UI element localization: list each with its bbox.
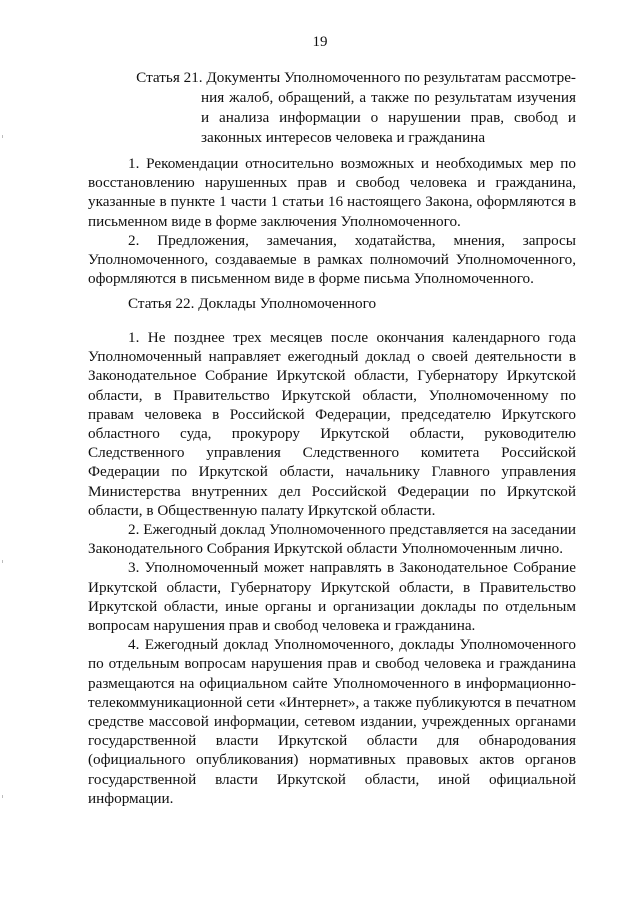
article-21-heading-line-1: Статья 21. Документы Уполномоченного по результатам рассмотре- bbox=[136, 69, 576, 86]
article-22-paragraph-2: 2. Ежегодный доклад Уполномоченного представляется на заседании Законодательного Собрания Иркутской области Уполномоченным лично. bbox=[88, 521, 576, 558]
article-21-body bbox=[88, 154, 576, 288]
article-22-paragraph-1: 1. Не позднее трех месяцев после окончания календарного года Уполномоченный направляет ежегодный доклад о своей деятельности в Законодательное Собрание Иркутской области, Губернатору Иркутской области, в Правительство Иркутской области, Уполномоченному по правам человека в Российской Федерации, председателю Иркутского областного суда, прокурору Иркутской области, руководителю Следственного управления Следственного комитета Российской Федерации по Иркутской области, начальнику Главного управления Министерства внутренних дел Российской Федерации по Иркутской области, в Общественную палату Иркутской области. bbox=[88, 329, 576, 519]
article-21-paragraph-2: 2. Предложения, замечания, ходатайства, мнения, запросы Уполномоченного, создаваемые в рамках полномочий Уполномоченного, оформляются в письменном виде в форме письма Уполномоченного. bbox=[88, 231, 576, 288]
page-number: 19 bbox=[312, 34, 328, 50]
article-22-body bbox=[88, 328, 576, 808]
article-21-paragraph-1: 1. Рекомендации относительно возможных и необходимых мер по восстановлению нарушенных прав и свобод человека и гражданина, указанные в пункте 1 части 1 статьи 16 настоящего Закона, оформляются в письменном виде в форме заключения Уполномоченного. bbox=[88, 155, 576, 230]
scan-edge-mark bbox=[2, 795, 3, 798]
scan-edge-mark bbox=[2, 560, 3, 563]
article-22-paragraph-4: 4. Ежегодный доклад Уполномоченного, доклады Уполномоченного по отдельным вопросам нарушения прав и свобод человека и гражданина размещаются на официальном сайте Уполномоченного в информационно-телекоммуникационной сети «Интернет», а также публикуются в печатном средстве массовой информации, сетевом издании, учрежденных органами государственной власти Иркутской области для обнародования (официального опубликования) нормативных правовых актов органов государственной власти Иркутской области, иной официальной информации. bbox=[88, 636, 576, 807]
article-21-heading-continuation: ния жалоб, обращений, а также по результатам изучения и анализа информации о нарушении прав, свобод и законных интересов человека и гражданина bbox=[201, 89, 576, 146]
article-22-heading: Статья 22. Доклады Уполномоченного bbox=[128, 295, 377, 312]
scan-edge-mark bbox=[2, 135, 3, 138]
article-21-heading bbox=[128, 68, 576, 148]
article-22-paragraph-3: 3. Уполномоченный может направлять в Законодательное Собрание Иркутской области, Губернатору Иркутской области, в Правительство Иркутской области, иные органы и организации доклады по отдельным вопросам нарушения прав и свобод человека и гражданина. bbox=[88, 559, 576, 635]
